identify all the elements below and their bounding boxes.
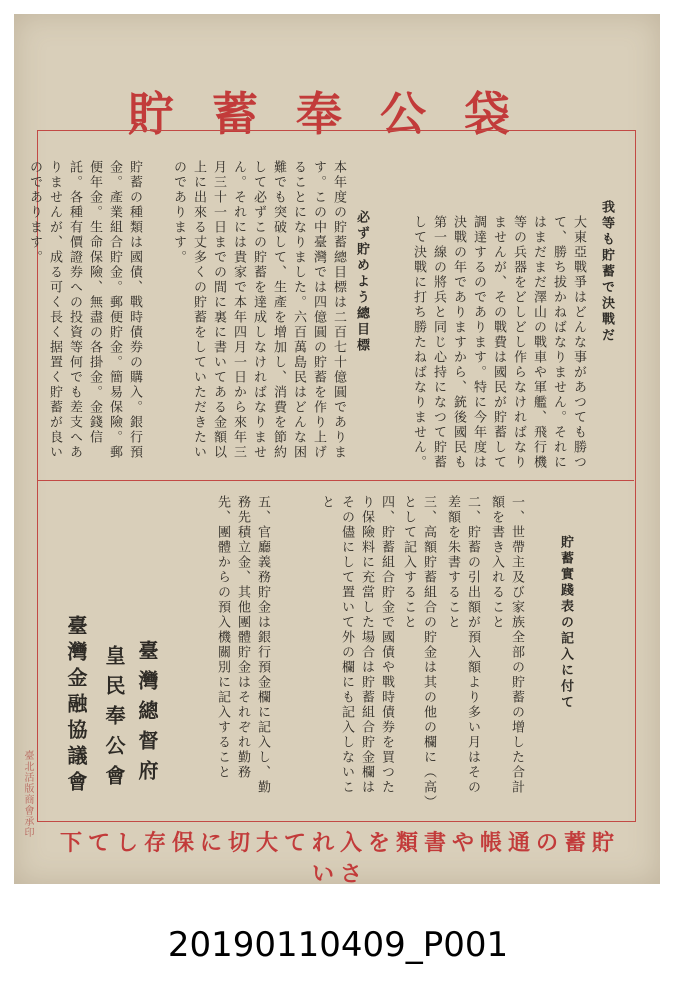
section2-body: 本年度の貯蓄總目標は二百七十億圓であります。この中臺灣では四億圓の貯蓄を作り上げることになりました。六百萬島民はどんな困難でも突破して、生產を增加し、消費を節約して必ずこの貯蓄を達成しなければなりません。それには貴家で本年四月一日から來年三月三十一日までの間に裏に書いてある金額以上に出來る丈多くの貯蓄をしていただきたいのであります。 bbox=[171, 160, 346, 460]
instruction-item: 三、高額貯蓄組合の貯金は其の他の欄に（高）として記入すること bbox=[401, 495, 436, 804]
instruction-item: 四、貯蓄組合貯金で國債や戰時債券を買つたり保險料に充當した場合は貯蓄組合貯金欄はその儘にして置いて外の欄にも記入しないこと bbox=[319, 495, 394, 795]
section2-heading: 必ず貯めよう總目標 bbox=[354, 210, 369, 354]
section1-heading: 我等も貯蓄で決戰だ bbox=[599, 200, 614, 344]
footer-slogan: 貯蓄の通帳や書類を入れて大切に保存して下さい bbox=[59, 830, 620, 887]
section-divider bbox=[37, 480, 634, 481]
section3-heading: 貯蓄實踐表の記入に付て bbox=[558, 535, 573, 711]
issuer-finance-council: 臺灣金融協議會 bbox=[64, 615, 88, 797]
image-caption: 20190110409_P001 bbox=[167, 925, 509, 965]
savings-types: 貯蓄の種類は國債、戰時債券の購入。銀行預金。產業組合貯金。郵便貯金。簡易保險。郵便年金。生命保險、無盡の各掛金。金錢信託。各種有價證券への投資等何でも差支へありませんが、成る可く長く据置く貯蓄が良いのであります。 bbox=[27, 160, 142, 460]
poster-title: 貯蓄奉公袋 bbox=[128, 87, 548, 141]
section1-body: 大東亞戰爭はどんな事があつても勝つて、勝ち拔かねばなりません。それにはまだまだ澤山の戰車や軍艦、飛行機等の兵器をどしどし作らなければなりませんが、その戰費は國民が貯蓄して調達するのであります。特に今年度は決戰の年でありますから、銃後國民も第一線の將兵と同じ心持になつて貯蓄して決戰に打ち勝たねばなりません。 bbox=[411, 215, 586, 470]
instruction-item: 五、官廳義務貯金は銀行預金欄に記入し、勤務先積立金、其他團體貯金はそれぞれ勤務先、團體からの預入機關別に記入すること bbox=[215, 495, 270, 795]
issuer-governor-general: 臺灣總督府 bbox=[135, 640, 159, 790]
issuer-kominhoko: 皇民奉公會 bbox=[102, 645, 126, 795]
instruction-item: 一、世帶主及び家族全部の貯蓄の增した合計額を書き入れること bbox=[489, 495, 524, 795]
printer-stamp: 臺北活版商會承印 bbox=[22, 750, 33, 838]
instruction-item: 二、貯蓄の引出額が預入額より多い月はその差額を朱書すること bbox=[445, 495, 480, 795]
